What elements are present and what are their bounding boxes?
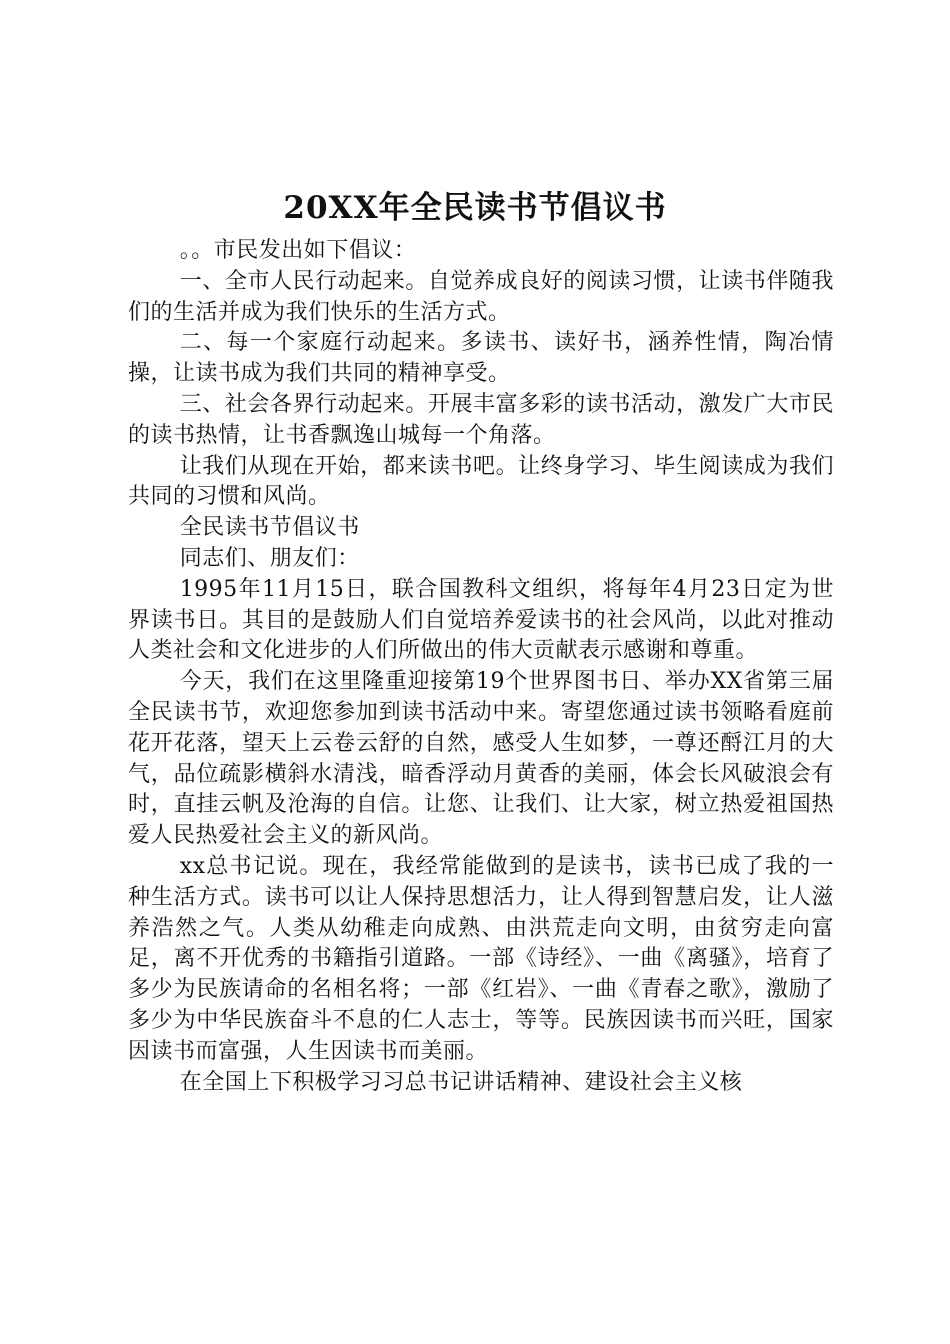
paragraph-proposal-1: 一、全市人民行动起来。自觉养成良好的阅读习惯，让读书伴随我们的生活并成为我们快乐的生活方式。 (128, 268, 834, 325)
paragraph-proposal-2: 二、每一个家庭行动起来。多读书、读好书，涵养性情，陶冶情操，让读书成为我们共同的精神享受。 (128, 330, 834, 387)
paragraph-call-to-action: 让我们从现在开始，都来读书吧。让终身学习、毕生阅读成为我们共同的习惯和风尚。 (128, 453, 834, 510)
paragraph-quote: xx总书记说。现在，我经常能做到的是读书，读书已成了我的一种生活方式。读书可以让人保持思想活力，让人得到智慧启发，让人滋养浩然之气。人类从幼稚走向成熟、由洪荒走向文明，由贫穷走向富足，离不开优秀的书籍指引道路。一部《诗经》、一曲《离骚》，培育了多少为民族请命的名相名将；一部《红岩》、一曲《青春之歌》，激励了多少为中华民族奋斗不息的仁人志士，等等。民族因读书而兴旺，国家因读书而富强，人生因读书而美丽。 (128, 853, 834, 1064)
paragraph-salutation: 。。市民发出如下倡议： (179, 238, 417, 263)
paragraph-subtitle: 全民读书节倡议书 (179, 515, 360, 541)
paragraph-world-book-day: 1995年11月15日，联合国教科文组织，将每年4月23日定为世界读书日。其目的是鼓励人们自觉培养爱读书的社会风尚，以此对推动人类社会和文化进步的人们所做出的伟大贡献表示感谢和尊重。 (128, 576, 834, 664)
paragraph-proposal-3: 三、社会各界行动起来。开展丰富多彩的读书活动，激发广大市民的读书热情，让书香飘逸山城每一个角落。 (128, 391, 834, 448)
document-title: 20XX年全民读书节倡议书 (283, 190, 667, 226)
paragraph-closing: 在全国上下积极学习习总书记讲话精神、建设社会主义核 (179, 1069, 743, 1095)
paragraph-today: 今天，我们在这里隆重迎接第19个世界图书日、举办XX省第三届全民读书节，欢迎您参加到读书活动中来。寄望您通过读书领略看庭前花开花落，望天上云卷云舒的自然，感受人生如梦，一尊还酹江月的大气，品位疏影横斜水清浅，暗香浮动月黄香的美丽，体会长风破浪会有时，直挂云帆及沧海的自信。让您、让我们、让大家，树立热爱祖国热爱人民热爱社会主义的新风尚。 (128, 669, 834, 849)
document-body (128, 236, 834, 1098)
paragraph-greeting: 同志们、朋友们： (179, 545, 360, 571)
